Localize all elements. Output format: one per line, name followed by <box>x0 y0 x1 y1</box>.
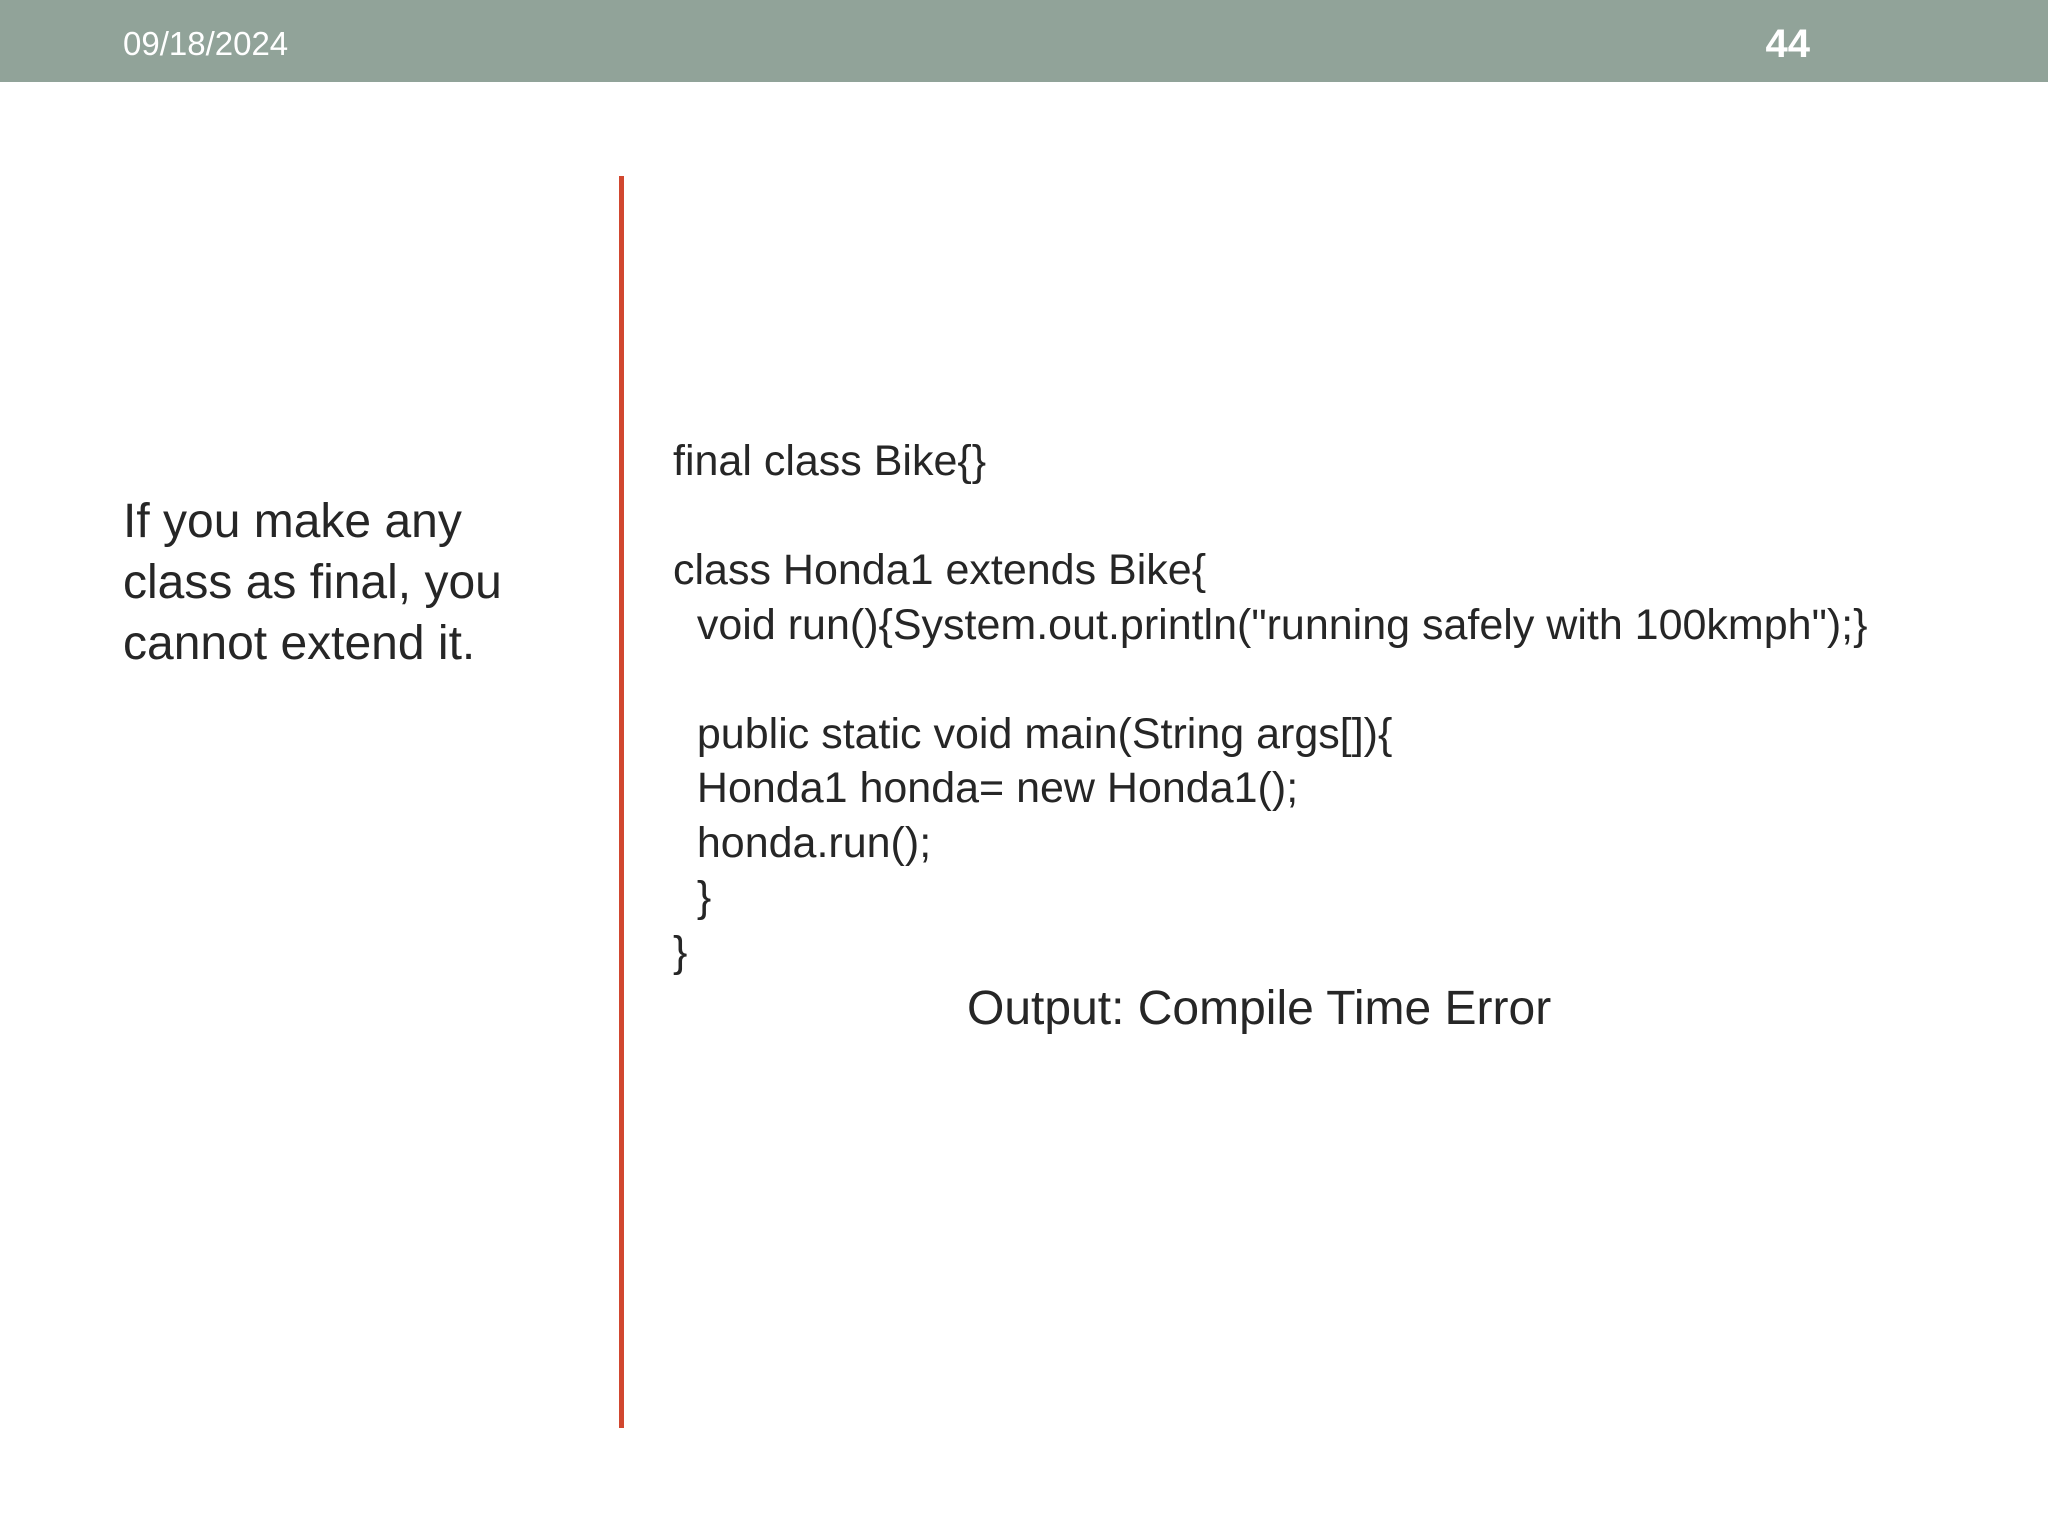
code-block <box>673 434 1867 979</box>
slide-page-number: 44 <box>1765 22 1810 66</box>
side-text-line: cannot extend it. <box>123 617 476 670</box>
code-line: public static void main(String args[]){ <box>673 709 1393 758</box>
code-line: } <box>673 927 688 976</box>
code-line <box>673 652 1867 707</box>
code-line <box>673 489 1867 544</box>
code-line: final class Bike{} <box>673 437 987 485</box>
code-line: class Honda1 extends Bike{ <box>673 546 1207 594</box>
slide-date: 09/18/2024 <box>123 25 289 62</box>
header-bar <box>0 0 2048 82</box>
side-text-line: class as final, you <box>123 556 502 609</box>
side-text-line: If you make any <box>123 495 462 548</box>
code-line: void run(){System.out.println("running safely with 100kmph");} <box>673 600 1868 649</box>
output-label: Output: Compile Time Error <box>967 982 1552 1035</box>
code-line: honda.run(); <box>673 818 932 867</box>
vertical-divider <box>619 176 624 1428</box>
slide-side-text <box>123 491 593 674</box>
code-line: } <box>673 873 712 921</box>
code-line: Honda1 honda= new Honda1(); <box>673 764 1299 812</box>
